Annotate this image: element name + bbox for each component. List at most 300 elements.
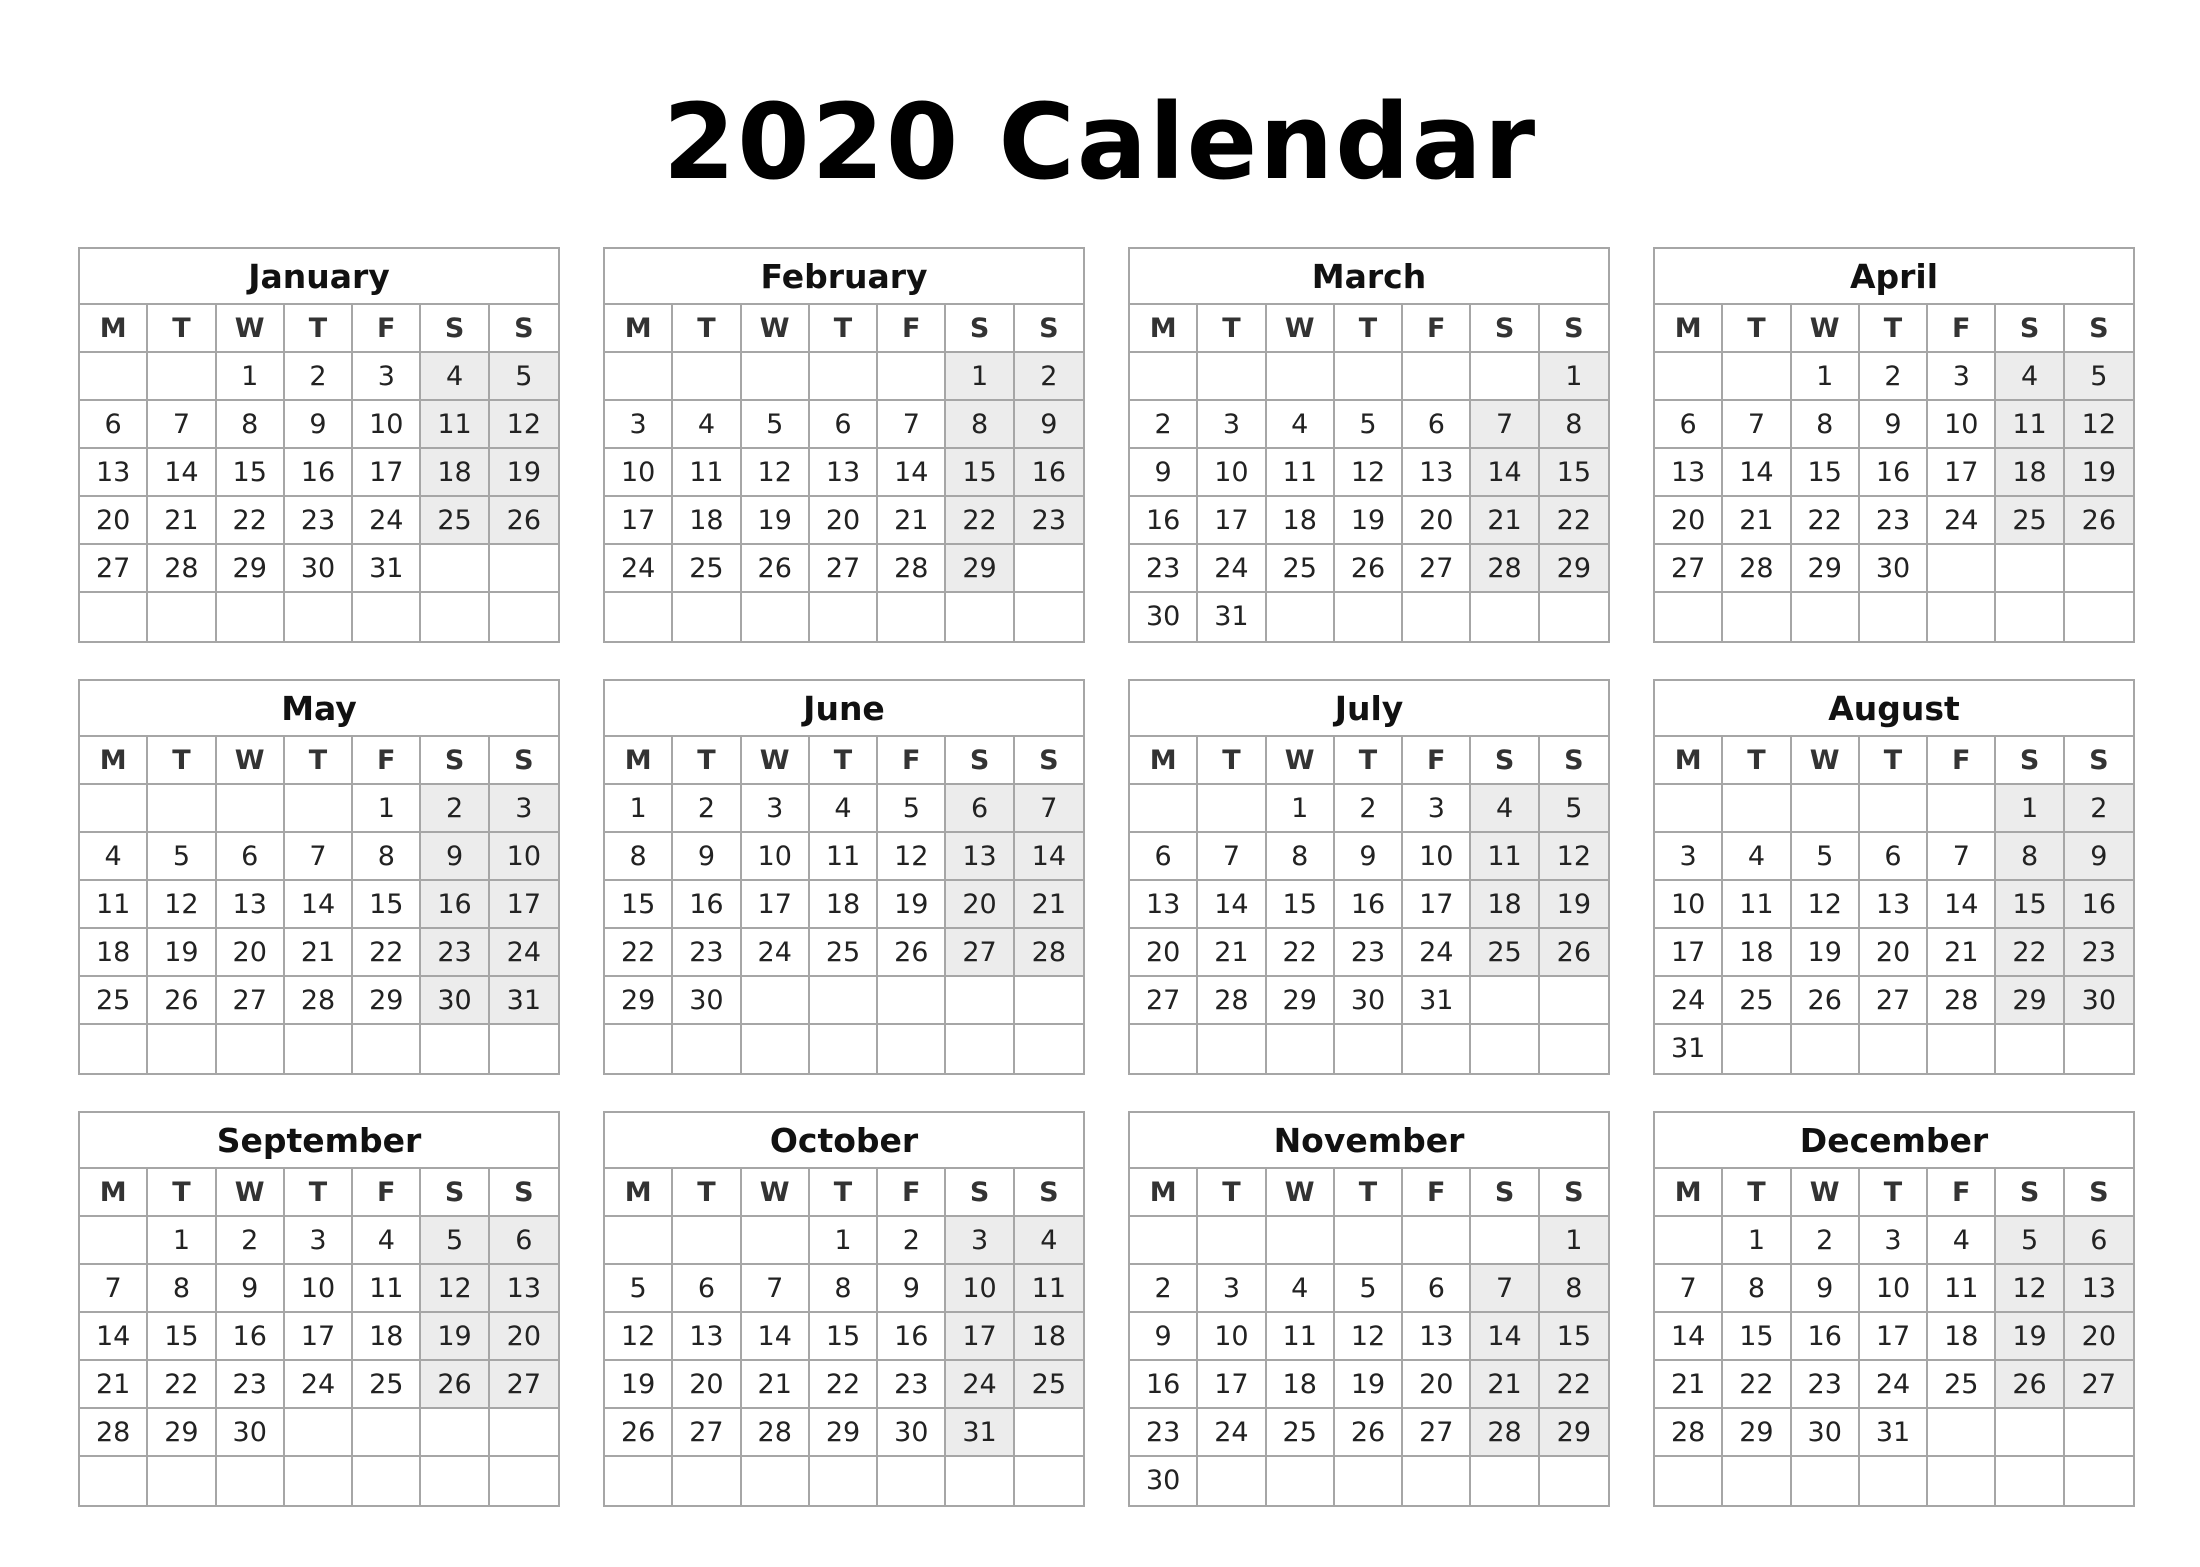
day-cell: 15 bbox=[810, 1313, 878, 1361]
day-cell: 24 bbox=[285, 1361, 353, 1409]
weekday-header: S bbox=[1471, 305, 1539, 353]
weekday-header: M bbox=[1655, 1169, 1723, 1217]
day-cell: 23 bbox=[1335, 929, 1403, 977]
empty-cell bbox=[1267, 1457, 1335, 1505]
empty-cell bbox=[80, 593, 148, 641]
empty-cell bbox=[1723, 353, 1791, 401]
weekday-header: T bbox=[1335, 1169, 1403, 1217]
day-cell: 18 bbox=[421, 449, 489, 497]
day-cell: 31 bbox=[946, 1409, 1014, 1457]
day-cell: 28 bbox=[1928, 977, 1996, 1025]
day-cell: 27 bbox=[490, 1361, 558, 1409]
day-cell: 5 bbox=[148, 833, 216, 881]
weekday-header: T bbox=[810, 737, 878, 785]
day-cell: 17 bbox=[605, 497, 673, 545]
empty-cell bbox=[148, 593, 216, 641]
weekday-header: W bbox=[1792, 737, 1860, 785]
day-cell: 20 bbox=[490, 1313, 558, 1361]
weekday-header: F bbox=[1928, 305, 1996, 353]
empty-cell bbox=[946, 977, 1014, 1025]
empty-cell bbox=[1335, 1457, 1403, 1505]
day-cell: 9 bbox=[673, 833, 741, 881]
month-name: June bbox=[605, 681, 1083, 737]
day-cell: 1 bbox=[1996, 785, 2064, 833]
weekday-header: F bbox=[1403, 737, 1471, 785]
empty-cell bbox=[1928, 1457, 1996, 1505]
empty-cell bbox=[878, 593, 946, 641]
day-cell: 4 bbox=[1928, 1217, 1996, 1265]
day-cell: 5 bbox=[490, 353, 558, 401]
day-cell: 4 bbox=[1015, 1217, 1083, 1265]
day-cell: 18 bbox=[673, 497, 741, 545]
day-cell: 18 bbox=[353, 1313, 421, 1361]
day-cell: 25 bbox=[1267, 1409, 1335, 1457]
weekday-header: S bbox=[421, 737, 489, 785]
weekday-header: S bbox=[946, 305, 1014, 353]
weekday-header: T bbox=[673, 737, 741, 785]
weekday-header: T bbox=[285, 737, 353, 785]
day-cell: 24 bbox=[1198, 545, 1266, 593]
day-cell: 3 bbox=[285, 1217, 353, 1265]
day-cell: 15 bbox=[353, 881, 421, 929]
empty-cell bbox=[421, 1457, 489, 1505]
empty-cell bbox=[1860, 1457, 1928, 1505]
empty-cell bbox=[1471, 1025, 1539, 1073]
day-cell: 30 bbox=[1130, 593, 1198, 641]
empty-cell bbox=[1335, 1025, 1403, 1073]
empty-cell bbox=[1928, 785, 1996, 833]
day-cell: 8 bbox=[946, 401, 1014, 449]
weekday-header: F bbox=[1403, 1169, 1471, 1217]
day-cell: 5 bbox=[1335, 1265, 1403, 1313]
day-cell: 16 bbox=[1130, 497, 1198, 545]
empty-cell bbox=[878, 977, 946, 1025]
day-cell: 25 bbox=[353, 1361, 421, 1409]
day-cell: 9 bbox=[421, 833, 489, 881]
day-cell: 24 bbox=[605, 545, 673, 593]
empty-cell bbox=[2065, 545, 2133, 593]
empty-cell bbox=[353, 1457, 421, 1505]
empty-cell bbox=[421, 593, 489, 641]
day-cell: 7 bbox=[80, 1265, 148, 1313]
day-cell: 16 bbox=[1130, 1361, 1198, 1409]
day-cell: 2 bbox=[421, 785, 489, 833]
empty-cell bbox=[285, 1457, 353, 1505]
weekday-header: S bbox=[490, 1169, 558, 1217]
day-cell: 1 bbox=[1540, 353, 1608, 401]
day-cell: 24 bbox=[742, 929, 810, 977]
day-cell: 23 bbox=[1792, 1361, 1860, 1409]
day-cell: 11 bbox=[810, 833, 878, 881]
day-cell: 26 bbox=[742, 545, 810, 593]
day-cell: 23 bbox=[1130, 545, 1198, 593]
day-cell: 1 bbox=[605, 785, 673, 833]
day-cell: 24 bbox=[1655, 977, 1723, 1025]
empty-cell bbox=[1860, 785, 1928, 833]
weekday-header: T bbox=[1860, 305, 1928, 353]
empty-cell bbox=[1860, 1025, 1928, 1073]
day-cell: 18 bbox=[1996, 449, 2064, 497]
day-cell: 1 bbox=[148, 1217, 216, 1265]
day-cell: 30 bbox=[878, 1409, 946, 1457]
empty-cell bbox=[1928, 545, 1996, 593]
day-cell: 6 bbox=[946, 785, 1014, 833]
weekday-header: S bbox=[421, 1169, 489, 1217]
weekday-header: T bbox=[148, 305, 216, 353]
day-cell: 30 bbox=[2065, 977, 2133, 1025]
empty-cell bbox=[80, 1025, 148, 1073]
day-cell: 26 bbox=[490, 497, 558, 545]
weekday-header: T bbox=[1723, 305, 1791, 353]
day-cell: 5 bbox=[1792, 833, 1860, 881]
day-cell: 12 bbox=[1335, 449, 1403, 497]
day-cell: 19 bbox=[742, 497, 810, 545]
day-cell: 7 bbox=[1015, 785, 1083, 833]
day-cell: 10 bbox=[1198, 449, 1266, 497]
day-cell: 30 bbox=[1130, 1457, 1198, 1505]
empty-cell bbox=[148, 1457, 216, 1505]
empty-cell bbox=[605, 1025, 673, 1073]
day-cell: 21 bbox=[148, 497, 216, 545]
day-cell: 6 bbox=[673, 1265, 741, 1313]
empty-cell bbox=[285, 785, 353, 833]
day-cell: 20 bbox=[2065, 1313, 2133, 1361]
empty-cell bbox=[1015, 545, 1083, 593]
day-cell: 26 bbox=[421, 1361, 489, 1409]
day-cell: 21 bbox=[80, 1361, 148, 1409]
day-cell: 30 bbox=[1860, 545, 1928, 593]
day-cell: 6 bbox=[1860, 833, 1928, 881]
day-cell: 16 bbox=[285, 449, 353, 497]
day-cell: 26 bbox=[2065, 497, 2133, 545]
day-cell: 17 bbox=[1198, 1361, 1266, 1409]
day-cell: 17 bbox=[1403, 881, 1471, 929]
weekday-header: S bbox=[1540, 737, 1608, 785]
day-cell: 29 bbox=[1267, 977, 1335, 1025]
empty-cell bbox=[421, 1025, 489, 1073]
day-cell: 15 bbox=[1723, 1313, 1791, 1361]
day-cell: 27 bbox=[1130, 977, 1198, 1025]
day-cell: 22 bbox=[605, 929, 673, 977]
empty-cell bbox=[1655, 593, 1723, 641]
day-cell: 29 bbox=[1792, 545, 1860, 593]
day-cell: 7 bbox=[742, 1265, 810, 1313]
day-cell: 29 bbox=[217, 545, 285, 593]
day-cell: 20 bbox=[1860, 929, 1928, 977]
empty-cell bbox=[1655, 1217, 1723, 1265]
day-cell: 20 bbox=[217, 929, 285, 977]
day-cell: 15 bbox=[1540, 1313, 1608, 1361]
day-cell: 10 bbox=[1198, 1313, 1266, 1361]
day-cell: 29 bbox=[1540, 545, 1608, 593]
day-grid bbox=[1655, 305, 2133, 641]
weekday-header: S bbox=[1540, 305, 1608, 353]
day-cell: 12 bbox=[742, 449, 810, 497]
weekday-header: T bbox=[673, 305, 741, 353]
day-cell: 14 bbox=[80, 1313, 148, 1361]
day-cell: 11 bbox=[353, 1265, 421, 1313]
day-cell: 1 bbox=[1723, 1217, 1791, 1265]
day-cell: 18 bbox=[1267, 497, 1335, 545]
months-grid bbox=[78, 247, 2135, 1507]
day-cell: 2 bbox=[673, 785, 741, 833]
weekday-header: W bbox=[217, 737, 285, 785]
weekday-header: W bbox=[742, 1169, 810, 1217]
day-cell: 30 bbox=[1335, 977, 1403, 1025]
day-cell: 30 bbox=[217, 1409, 285, 1457]
weekday-header: F bbox=[1928, 737, 1996, 785]
day-cell: 5 bbox=[2065, 353, 2133, 401]
day-cell: 22 bbox=[217, 497, 285, 545]
day-cell: 15 bbox=[1996, 881, 2064, 929]
weekday-header: T bbox=[1723, 1169, 1791, 1217]
day-cell: 7 bbox=[1655, 1265, 1723, 1313]
empty-cell bbox=[1655, 353, 1723, 401]
empty-cell bbox=[1471, 1217, 1539, 1265]
day-cell: 7 bbox=[1471, 401, 1539, 449]
empty-cell bbox=[742, 353, 810, 401]
weekday-header: T bbox=[1335, 737, 1403, 785]
day-cell: 4 bbox=[1471, 785, 1539, 833]
day-cell: 15 bbox=[1267, 881, 1335, 929]
day-cell: 28 bbox=[148, 545, 216, 593]
day-cell: 7 bbox=[878, 401, 946, 449]
day-cell: 18 bbox=[1723, 929, 1791, 977]
month-name: August bbox=[1655, 681, 2133, 737]
day-cell: 18 bbox=[1015, 1313, 1083, 1361]
empty-cell bbox=[1267, 1217, 1335, 1265]
weekday-header: W bbox=[1267, 737, 1335, 785]
empty-cell bbox=[1198, 353, 1266, 401]
day-cell: 1 bbox=[1267, 785, 1335, 833]
day-cell: 13 bbox=[2065, 1265, 2133, 1313]
day-cell: 3 bbox=[1198, 401, 1266, 449]
day-cell: 8 bbox=[1267, 833, 1335, 881]
day-cell: 11 bbox=[421, 401, 489, 449]
day-cell: 6 bbox=[1130, 833, 1198, 881]
empty-cell bbox=[217, 785, 285, 833]
empty-cell bbox=[1996, 545, 2064, 593]
day-cell: 13 bbox=[1860, 881, 1928, 929]
day-cell: 8 bbox=[605, 833, 673, 881]
day-cell: 29 bbox=[148, 1409, 216, 1457]
day-cell: 21 bbox=[1928, 929, 1996, 977]
empty-cell bbox=[217, 593, 285, 641]
day-cell: 12 bbox=[605, 1313, 673, 1361]
day-cell: 2 bbox=[217, 1217, 285, 1265]
day-cell: 9 bbox=[1130, 1313, 1198, 1361]
weekday-header: W bbox=[1792, 305, 1860, 353]
day-cell: 17 bbox=[1655, 929, 1723, 977]
empty-cell bbox=[1015, 1409, 1083, 1457]
day-cell: 17 bbox=[1928, 449, 1996, 497]
weekday-header: T bbox=[1723, 737, 1791, 785]
day-cell: 11 bbox=[1015, 1265, 1083, 1313]
empty-cell bbox=[605, 353, 673, 401]
month-name: March bbox=[1130, 249, 1608, 305]
day-cell: 27 bbox=[673, 1409, 741, 1457]
empty-cell bbox=[605, 1217, 673, 1265]
day-cell: 29 bbox=[810, 1409, 878, 1457]
empty-cell bbox=[1792, 785, 1860, 833]
empty-cell bbox=[1267, 593, 1335, 641]
day-cell: 8 bbox=[810, 1265, 878, 1313]
empty-cell bbox=[1471, 977, 1539, 1025]
month-february bbox=[603, 247, 1085, 643]
day-cell: 28 bbox=[1723, 545, 1791, 593]
month-january bbox=[78, 247, 560, 643]
empty-cell bbox=[1130, 785, 1198, 833]
day-cell: 3 bbox=[353, 353, 421, 401]
day-cell: 9 bbox=[1860, 401, 1928, 449]
day-cell: 31 bbox=[1655, 1025, 1723, 1073]
empty-cell bbox=[810, 1457, 878, 1505]
empty-cell bbox=[1198, 785, 1266, 833]
day-cell: 16 bbox=[2065, 881, 2133, 929]
empty-cell bbox=[1015, 593, 1083, 641]
day-cell: 12 bbox=[2065, 401, 2133, 449]
empty-cell bbox=[490, 593, 558, 641]
empty-cell bbox=[353, 593, 421, 641]
day-cell: 24 bbox=[1403, 929, 1471, 977]
day-cell: 4 bbox=[421, 353, 489, 401]
day-cell: 11 bbox=[1996, 401, 2064, 449]
day-cell: 19 bbox=[1540, 881, 1608, 929]
day-cell: 16 bbox=[673, 881, 741, 929]
day-cell: 9 bbox=[878, 1265, 946, 1313]
day-cell: 13 bbox=[1655, 449, 1723, 497]
day-cell: 13 bbox=[673, 1313, 741, 1361]
empty-cell bbox=[2065, 593, 2133, 641]
day-cell: 23 bbox=[1860, 497, 1928, 545]
month-name: October bbox=[605, 1113, 1083, 1169]
empty-cell bbox=[1996, 1457, 2064, 1505]
empty-cell bbox=[810, 353, 878, 401]
day-cell: 22 bbox=[946, 497, 1014, 545]
day-cell: 3 bbox=[490, 785, 558, 833]
empty-cell bbox=[1723, 593, 1791, 641]
empty-cell bbox=[2065, 1409, 2133, 1457]
day-cell: 27 bbox=[1655, 545, 1723, 593]
empty-cell bbox=[1015, 1025, 1083, 1073]
empty-cell bbox=[742, 977, 810, 1025]
day-cell: 27 bbox=[2065, 1361, 2133, 1409]
day-cell: 22 bbox=[1267, 929, 1335, 977]
day-cell: 22 bbox=[353, 929, 421, 977]
empty-cell bbox=[742, 1025, 810, 1073]
day-cell: 15 bbox=[946, 449, 1014, 497]
day-cell: 12 bbox=[1540, 833, 1608, 881]
page-title: 2020 Calendar bbox=[662, 81, 1538, 203]
weekday-header: S bbox=[946, 737, 1014, 785]
weekday-header: T bbox=[148, 737, 216, 785]
month-june bbox=[603, 679, 1085, 1075]
day-cell: 19 bbox=[878, 881, 946, 929]
day-cell: 8 bbox=[1540, 401, 1608, 449]
weekday-header: S bbox=[2065, 1169, 2133, 1217]
day-cell: 13 bbox=[217, 881, 285, 929]
day-cell: 8 bbox=[1792, 401, 1860, 449]
day-cell: 14 bbox=[1471, 1313, 1539, 1361]
empty-cell bbox=[742, 593, 810, 641]
day-cell: 11 bbox=[1928, 1265, 1996, 1313]
day-cell: 4 bbox=[810, 785, 878, 833]
weekday-header: S bbox=[421, 305, 489, 353]
day-cell: 31 bbox=[353, 545, 421, 593]
day-cell: 29 bbox=[605, 977, 673, 1025]
day-cell: 16 bbox=[878, 1313, 946, 1361]
empty-cell bbox=[673, 1025, 741, 1073]
empty-cell bbox=[1015, 1457, 1083, 1505]
weekday-header: F bbox=[1403, 305, 1471, 353]
day-cell: 24 bbox=[1198, 1409, 1266, 1457]
empty-cell bbox=[673, 593, 741, 641]
empty-cell bbox=[80, 1457, 148, 1505]
day-cell: 20 bbox=[673, 1361, 741, 1409]
day-cell: 11 bbox=[1267, 449, 1335, 497]
weekday-header: S bbox=[2065, 737, 2133, 785]
day-cell: 11 bbox=[673, 449, 741, 497]
weekday-header: M bbox=[1655, 305, 1723, 353]
empty-cell bbox=[1403, 1217, 1471, 1265]
day-cell: 31 bbox=[1198, 593, 1266, 641]
day-cell: 14 bbox=[285, 881, 353, 929]
empty-cell bbox=[148, 785, 216, 833]
month-name: February bbox=[605, 249, 1083, 305]
day-cell: 20 bbox=[80, 497, 148, 545]
day-cell: 17 bbox=[742, 881, 810, 929]
day-cell: 18 bbox=[1928, 1313, 1996, 1361]
day-grid bbox=[605, 1169, 1083, 1505]
day-cell: 25 bbox=[1471, 929, 1539, 977]
weekday-header: T bbox=[1198, 737, 1266, 785]
empty-cell bbox=[1403, 1025, 1471, 1073]
month-name: April bbox=[1655, 249, 2133, 305]
day-cell: 26 bbox=[1996, 1361, 2064, 1409]
day-cell: 27 bbox=[1403, 1409, 1471, 1457]
weekday-header: M bbox=[1130, 737, 1198, 785]
empty-cell bbox=[742, 1217, 810, 1265]
day-cell: 25 bbox=[673, 545, 741, 593]
day-cell: 2 bbox=[1335, 785, 1403, 833]
day-cell: 9 bbox=[1015, 401, 1083, 449]
day-cell: 2 bbox=[285, 353, 353, 401]
month-name: September bbox=[80, 1113, 558, 1169]
day-cell: 20 bbox=[946, 881, 1014, 929]
empty-cell bbox=[1723, 785, 1791, 833]
day-cell: 23 bbox=[285, 497, 353, 545]
weekday-header: F bbox=[353, 305, 421, 353]
day-cell: 21 bbox=[878, 497, 946, 545]
day-cell: 3 bbox=[1860, 1217, 1928, 1265]
day-cell: 27 bbox=[1403, 545, 1471, 593]
month-name: December bbox=[1655, 1113, 2133, 1169]
day-cell: 6 bbox=[1655, 401, 1723, 449]
day-cell: 10 bbox=[1860, 1265, 1928, 1313]
empty-cell bbox=[1403, 353, 1471, 401]
day-cell: 28 bbox=[80, 1409, 148, 1457]
day-cell: 6 bbox=[2065, 1217, 2133, 1265]
empty-cell bbox=[1335, 593, 1403, 641]
day-cell: 25 bbox=[1723, 977, 1791, 1025]
empty-cell bbox=[1471, 1457, 1539, 1505]
empty-cell bbox=[490, 1457, 558, 1505]
day-cell: 16 bbox=[1792, 1313, 1860, 1361]
day-cell: 24 bbox=[490, 929, 558, 977]
empty-cell bbox=[1996, 1409, 2064, 1457]
day-cell: 29 bbox=[1540, 1409, 1608, 1457]
day-cell: 9 bbox=[2065, 833, 2133, 881]
